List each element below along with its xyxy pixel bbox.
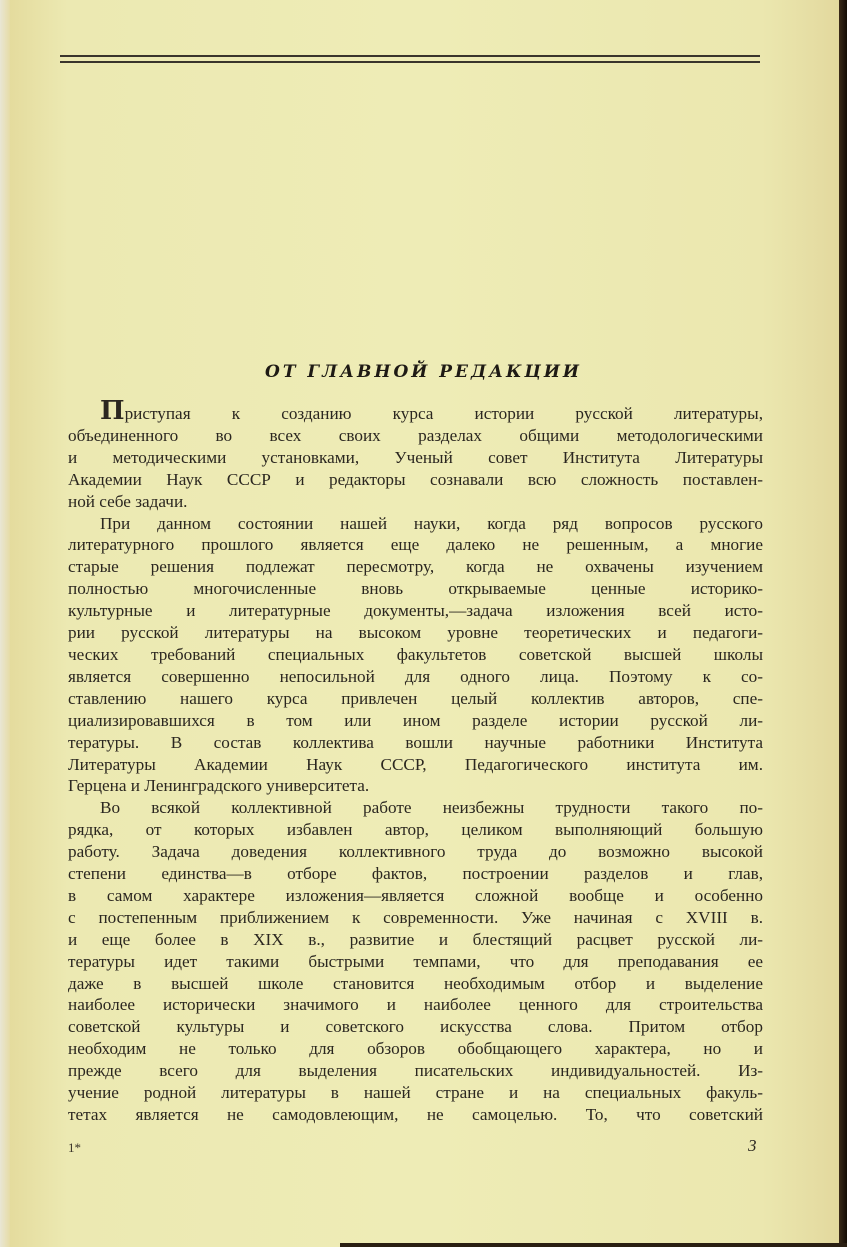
text-line: Литературы Академии Наук СССР, Педагогического института им. [68, 754, 763, 774]
text-line: прежде всего для выделения писательских индивидуальностей. Из- [68, 1061, 763, 1081]
drop-cap: П [100, 396, 125, 426]
text-line: Приступая к созданию курса истории русской литературы, [100, 396, 763, 426]
text-line: необходим не только для обзоров обобщающего характера, но и [68, 1039, 763, 1059]
page-bottom-edge-shadow [340, 1243, 847, 1247]
text-line: степени единства—в отборе фактов, построении разделов и глав, [68, 864, 763, 884]
text-line: наиболее исторически значимого и наиболее ценного для строительства [68, 995, 763, 1015]
text-line: даже в высшей школе становится необходимым отбор и выделение [68, 973, 763, 993]
text-line: рии русской литературы на высоком уровне теоретических и педагоги- [68, 623, 763, 643]
text-line: работу. Задача доведения коллективного труда до возможно высокой [68, 842, 763, 862]
text-line: учение родной литературы в нашей стране и на специальных факуль- [68, 1083, 763, 1103]
text-line: При данном состоянии нашей науки, когда ряд вопросов русского [100, 513, 763, 533]
text-line: тературы идет такими быстрыми темпами, что для преподавания ее [68, 951, 763, 971]
page-left-edge [0, 0, 10, 1247]
text-line: в самом характере изложения—является сложной вообще и особенно [68, 885, 763, 905]
text-line: Герцена и Ленинградского университета. [68, 776, 370, 796]
text-line: ной себе задачи. [68, 491, 188, 511]
signature-mark: 1* [68, 1140, 81, 1155]
text-line: тетах является не самодовлеющим, не самоцелью. То, что советский [68, 1105, 763, 1124]
header-rule-top [60, 55, 760, 57]
text-line: советской культуры и советского искусства слова. Притом отбор [68, 1017, 763, 1037]
text-line: является совершенно непосильной для одного лица. Поэтому к со- [68, 666, 763, 686]
text-line: полностью многочисленные вновь открываемые ценные историко- [68, 579, 763, 599]
text-line: старые решения подлежат пересмотру, когда не охвачены изучением [68, 557, 763, 577]
text-line: рядка, от которых избавлен автор, целиком выполняющий большую [68, 820, 763, 840]
text-line: ставлению нашего курса привлечен целый коллектив авторов, спе- [68, 688, 763, 708]
body-text [68, 396, 763, 1126]
text-line: и еще более в XIX в., развитие и блестящий расцвет русской ли- [68, 929, 763, 949]
text-line: культурные и литературные документы,—задача изложения всей исто- [68, 601, 763, 621]
header-rule-bottom [60, 61, 760, 63]
page-number: 3 [748, 1136, 757, 1155]
section-heading: ОТ ГЛАВНОЙ РЕДАКЦИИ [265, 362, 582, 382]
text-line: тературы. В состав коллектива вошли научные работники Института [68, 732, 763, 752]
text-line: литературного прошлого является еще далеко не решенным, а многие [68, 535, 763, 555]
text-line: с постепенным приближением к современности. Уже начиная с XVIII в. [68, 907, 763, 927]
text-line: Во всякой коллективной работе неизбежны трудности такого по- [100, 798, 763, 818]
text-line: и методическими установками, Ученый совет Института Литературы [68, 447, 763, 467]
text-line: Академии Наук СССР и редакторы сознавали всю сложность поставлен- [68, 469, 763, 489]
text-line: объединенного во всех своих разделах общими методологическими [68, 425, 763, 445]
page-right-edge-shadow [839, 0, 847, 1247]
text-line: циализировавшихся в том или ином разделе истории русской ли- [68, 710, 763, 730]
text-line: ческих требований специальных факультетов советской высшей школы [68, 644, 763, 664]
